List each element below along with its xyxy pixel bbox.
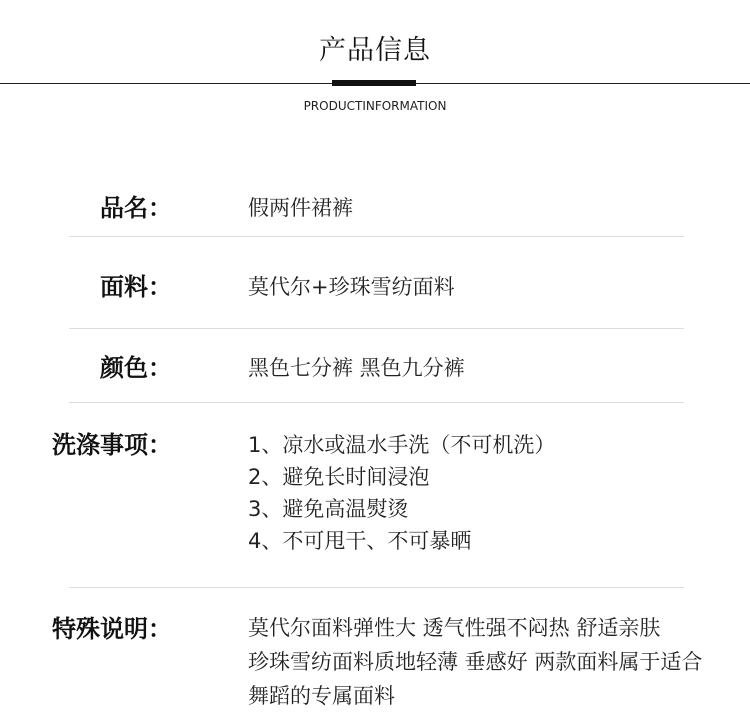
- row-divider: [69, 328, 684, 329]
- page-title: 产品信息: [319, 35, 431, 66]
- row-value-fabric: 莫代尔+珍珠雪纺面料: [248, 275, 455, 299]
- notes-line: 舞蹈的专属面料: [248, 684, 395, 708]
- row-value-color: 黑色七分裤 黑色九分裤: [248, 356, 465, 380]
- notes-line: 珍珠雪纺面料质地轻薄 垂感好 两款面料属于适合: [248, 650, 703, 674]
- washing-line: 1、凉水或温水手洗（不可机洗）: [248, 433, 556, 457]
- row-value-name: 假两件裙裤: [248, 196, 353, 220]
- row-divider: [69, 402, 684, 403]
- row-divider: [69, 236, 684, 237]
- washing-line: 4、不可甩干、不可暴晒: [248, 529, 472, 553]
- washing-line: 3、避免高温熨烫: [248, 497, 409, 521]
- header-accent-bar: [332, 80, 416, 86]
- row-label-color: 颜色：: [100, 354, 172, 382]
- page-subtitle: PRODUCTINFORMATION: [303, 99, 447, 113]
- notes-line: 莫代尔面料弹性大 透气性强不闷热 舒适亲肤: [248, 616, 661, 640]
- washing-line: 2、避免长时间浸泡: [248, 465, 430, 489]
- row-divider: [69, 587, 684, 588]
- row-label-washing: 洗涤事项：: [52, 431, 172, 459]
- row-label-notes: 特殊说明：: [52, 615, 172, 643]
- row-label-name: 品名：: [100, 194, 172, 222]
- row-label-fabric: 面料：: [100, 273, 172, 301]
